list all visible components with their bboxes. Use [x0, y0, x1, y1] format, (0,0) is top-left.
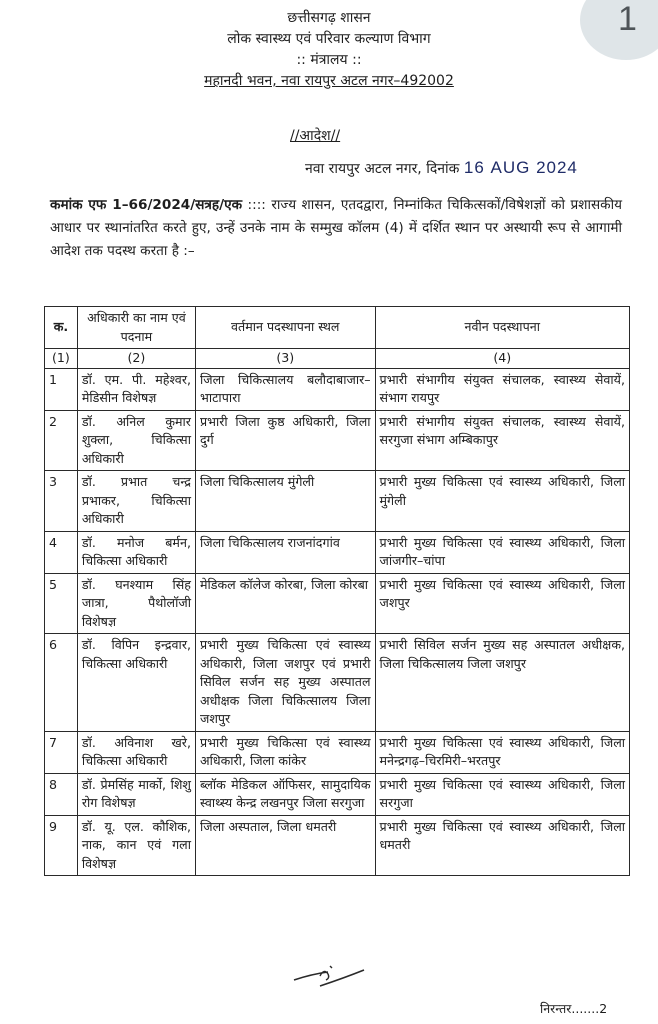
new-posting-cell: प्रभारी संभागीय संयुक्त संचालक, स्वास्थ्य सेवायें, सरगुजा संभाग अम्बिकापुर: [375, 410, 629, 471]
current-posting-cell: जिला चिकित्सालय राजनांदगांव: [195, 531, 375, 573]
serial-cell: 7: [45, 731, 78, 773]
serial-cell: 6: [45, 634, 78, 732]
serial-cell: 3: [45, 471, 78, 532]
serial-cell: 1: [45, 368, 78, 410]
department-name: लोक स्वास्थ्य एवं परिवार कल्याण विभाग: [227, 31, 431, 47]
continued-note: निरन्तर.......2: [540, 1001, 608, 1016]
new-posting-cell: प्रभारी मुख्य चिकित्सा एवं स्वास्थ्य अधिकारी, जिला मुंगेली: [375, 471, 629, 532]
serial-cell: 8: [45, 773, 78, 815]
new-posting-cell: प्रभारी मुख्य चिकित्सा एवं स्वास्थ्य अधिकारी, जिला मनेन्द्रगढ़–चिरमिरी–भरतपुर: [375, 731, 629, 773]
officer-cell: डॉ. घनश्याम सिंह जात्रा, पैथोलॉजी विशेषज्ञ: [77, 573, 195, 634]
table-row: [45, 731, 630, 773]
new-posting-cell: प्रभारी मुख्य चिकित्सा एवं स्वास्थ्य अधिकारी, जिला धमतरी: [375, 815, 629, 876]
table-row: [45, 531, 630, 573]
current-posting-cell: जिला चिकित्सालय मुंगेली: [195, 471, 375, 532]
officer-cell: डॉ. अविनाश खरे, चिकित्सा अधिकारी: [77, 731, 195, 773]
current-posting-cell: ब्लॉक मेडिकल ऑफिसर, सामुदायिक स्वाथ्स्य केन्द्र लखनपुर जिला सरगुजा: [195, 773, 375, 815]
current-posting-cell: प्रभारी मुख्य चिकित्सा एवं स्वास्थ्य अधिकारी, जिला जशपुर एवं प्रभारी सिविल सर्जन सह मुख्य अस्पातल अधीक्षक जिला चिकित्सालय जिला जशपुर: [195, 634, 375, 732]
new-posting-cell: प्रभारी संभागीय संयुक्त संचालक, स्वास्थ्य सेवायें, संभाग रायपुर: [375, 368, 629, 410]
officer-cell: डॉ. प्रभात चन्द्र प्रभाकर, चिकित्सा अधिकारी: [77, 471, 195, 532]
header-officer: अधिकारी का नाम एवं पदनाम: [77, 307, 195, 349]
column-number-row: [45, 349, 630, 369]
officer-cell: डॉ. एम. पी. महेश्वर, मेडिसीन विशेषज्ञ: [77, 368, 195, 410]
order-number: कमांक एफ 1–66/2024/सत्रह/एक: [50, 197, 243, 213]
officer-cell: डॉ. यू. एल. कौशिक, नाक, कान एवं गला विशेषज्ञ: [77, 815, 195, 876]
officer-cell: डॉ. अनिल कुमार शुक्ला, चिकित्सा अधिकारी: [77, 410, 195, 471]
new-posting-cell: प्रभारी मुख्य चिकित्सा एवं स्वास्थ्य अधिकारी, जिला सरगुजा: [375, 773, 629, 815]
place-label: नवा रायपुर अटल नगर, दिनांक: [305, 161, 460, 177]
table-row: [45, 815, 630, 876]
new-posting-cell: प्रभारी मुख्य चिकित्सा एवं स्वास्थ्य अधिकारी, जिला जांजगीर–चांपा: [375, 531, 629, 573]
date-stamp: 16 AUG 2024: [463, 158, 578, 177]
serial-cell: 4: [45, 531, 78, 573]
order-paragraph: [50, 194, 622, 263]
letterhead: [0, 8, 658, 92]
officer-cell: डॉ. विपिन इन्द्रवार, चिकित्सा अधिकारी: [77, 634, 195, 732]
officer-cell: डॉ. मनोज बर्मन, चिकित्सा अधिकारी: [77, 531, 195, 573]
office-address: महानदी भवन, नवा रायपुर अटल नगर–492002: [204, 73, 454, 89]
col-number: (4): [375, 349, 629, 369]
new-posting-cell: प्रभारी मुख्य चिकित्सा एवं स्वास्थ्य अधिकारी, जिला जशपुर: [375, 573, 629, 634]
new-posting-cell: प्रभारी सिविल सर्जन मुख्य सह अस्पातल अधीक्षक, जिला चिकित्सालय जिला जशपुर: [375, 634, 629, 732]
header-serial: क.: [45, 307, 78, 349]
serial-cell: 5: [45, 573, 78, 634]
current-posting-cell: मेडिकल कॉलेज कोरबा, जिला कोरबा: [195, 573, 375, 634]
table-row: [45, 773, 630, 815]
col-number: (2): [77, 349, 195, 369]
serial-cell: 2: [45, 410, 78, 471]
table-row: [45, 573, 630, 634]
current-posting-cell: जिला चिकित्सालय बलौदाबाजार–भाटापारा: [195, 368, 375, 410]
header-current-posting: वर्तमान पदस्थापना स्थल: [195, 307, 375, 349]
table-row: [45, 471, 630, 532]
table-header-row: [45, 307, 630, 349]
current-posting-cell: प्रभारी मुख्य चिकित्सा एवं स्वास्थ्य अधिकारी, जिला कांकेर: [195, 731, 375, 773]
table-row: [45, 368, 630, 410]
current-posting-cell: प्रभारी जिला कुष्ठ अधिकारी, जिला दुर्ग: [195, 410, 375, 471]
government-name: छत्तीसगढ़ शासन: [287, 10, 371, 26]
col-number: (3): [195, 349, 375, 369]
serial-cell: 9: [45, 815, 78, 876]
header-new-posting: नवीन पदस्थापना: [375, 307, 629, 349]
table-row: [45, 410, 630, 471]
transfer-table: [44, 306, 630, 876]
current-posting-cell: जिला अस्पताल, जिला धमतरी: [195, 815, 375, 876]
order-title: //आदेश//: [290, 128, 341, 144]
officer-cell: डॉ. प्रेमसिंह मार्को, शिशु रोग विशेषज्ञ: [77, 773, 195, 815]
dateline: [305, 158, 578, 178]
col-number: (1): [45, 349, 78, 369]
page-number: 1: [618, 0, 637, 38]
table-row: [45, 634, 630, 732]
signature: [292, 960, 372, 990]
ministry-label: :: मंत्रालय ::: [296, 52, 362, 68]
order-body: :::: राज्य शासन, एतदद्वारा, निम्नांकित चिकित्सकों/विषेशज्ञों को प्रशासकीय आधार पर स्थानांतरित करते हुए, उन्हें उनके नाम के सम्मुख कॉलम (4) में दर्शित स्थान पर अस्थायी रूप से आगामी आदेश तक पदस्थ करता है :–: [50, 197, 623, 259]
